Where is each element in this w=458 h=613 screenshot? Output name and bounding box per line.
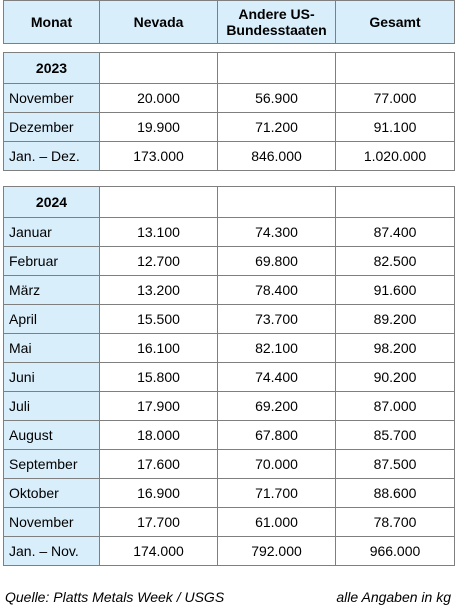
year-label: 2024 [4,187,100,218]
value-cell: 85.700 [336,421,455,450]
value-cell: 12.700 [100,247,218,276]
value-cell: 846.000 [218,142,336,171]
empty-cell [336,53,455,84]
table-row [4,450,455,479]
value-cell: 174.000 [100,537,218,566]
table-row [4,537,455,566]
table-row [4,334,455,363]
month-cell: Oktober [4,479,100,508]
table-2023 [3,52,455,171]
month-cell: August [4,421,100,450]
value-cell: 13.100 [100,218,218,247]
year-row [4,53,455,84]
value-cell: 82.100 [218,334,336,363]
value-cell: 1.020.000 [336,142,455,171]
value-cell: 69.200 [218,392,336,421]
value-cell: 18.000 [100,421,218,450]
table-row [4,142,455,171]
table-row [4,392,455,421]
value-cell: 56.900 [218,84,336,113]
value-cell: 19.900 [100,113,218,142]
month-cell: Jan. – Nov. [4,537,100,566]
month-cell: März [4,276,100,305]
value-cell: 173.000 [100,142,218,171]
table-row [4,479,455,508]
value-cell: 67.800 [218,421,336,450]
header-cell: Nevada [100,1,218,44]
table-2024 [3,186,455,566]
value-cell: 90.200 [336,363,455,392]
month-cell: April [4,305,100,334]
value-cell: 89.200 [336,305,455,334]
value-cell: 88.600 [336,479,455,508]
value-cell: 87.500 [336,450,455,479]
value-cell: 73.700 [218,305,336,334]
value-cell: 74.400 [218,363,336,392]
table-row [4,421,455,450]
value-cell: 78.400 [218,276,336,305]
empty-cell [100,187,218,218]
value-cell: 966.000 [336,537,455,566]
year-row [4,187,455,218]
header-cell: Monat [4,1,100,44]
table-row [4,508,455,537]
value-cell: 69.800 [218,247,336,276]
value-cell: 71.700 [218,479,336,508]
month-cell: Mai [4,334,100,363]
value-cell: 87.000 [336,392,455,421]
value-cell: 17.900 [100,392,218,421]
table-row [4,276,455,305]
value-cell: 71.200 [218,113,336,142]
table-row [4,84,455,113]
empty-cell [100,53,218,84]
month-cell: Jan. – Dez. [4,142,100,171]
unit-note: alle Angaben in kg [336,589,451,605]
empty-cell [336,187,455,218]
table-row [4,247,455,276]
value-cell: 91.100 [336,113,455,142]
value-cell: 15.500 [100,305,218,334]
month-cell: Februar [4,247,100,276]
month-cell: Dezember [4,113,100,142]
table-row [4,113,455,142]
value-cell: 13.200 [100,276,218,305]
table-body [4,53,455,171]
month-cell: November [4,508,100,537]
value-cell: 70.000 [218,450,336,479]
year-label: 2023 [4,53,100,84]
empty-cell [218,53,336,84]
value-cell: 61.000 [218,508,336,537]
header-cell: Gesamt [336,1,455,44]
value-cell: 78.700 [336,508,455,537]
month-cell: November [4,84,100,113]
value-cell: 16.900 [100,479,218,508]
empty-cell [218,187,336,218]
table-row [4,363,455,392]
month-cell: Juni [4,363,100,392]
value-cell: 98.200 [336,334,455,363]
value-cell: 15.800 [100,363,218,392]
table-row [4,305,455,334]
value-cell: 82.500 [336,247,455,276]
value-cell: 20.000 [100,84,218,113]
value-cell: 17.600 [100,450,218,479]
value-cell: 792.000 [218,537,336,566]
month-cell: September [4,450,100,479]
value-cell: 77.000 [336,84,455,113]
table-body [4,187,455,566]
month-cell: Juli [4,392,100,421]
value-cell: 91.600 [336,276,455,305]
header-row [4,1,455,44]
table-row [4,218,455,247]
month-cell: Januar [4,218,100,247]
value-cell: 17.700 [100,508,218,537]
value-cell: 16.100 [100,334,218,363]
source-note: Quelle: Platts Metals Week / USGS [5,589,225,605]
header-table [3,0,455,44]
header-cell: Andere US- Bundesstaaten [218,1,336,44]
value-cell: 87.400 [336,218,455,247]
value-cell: 74.300 [218,218,336,247]
